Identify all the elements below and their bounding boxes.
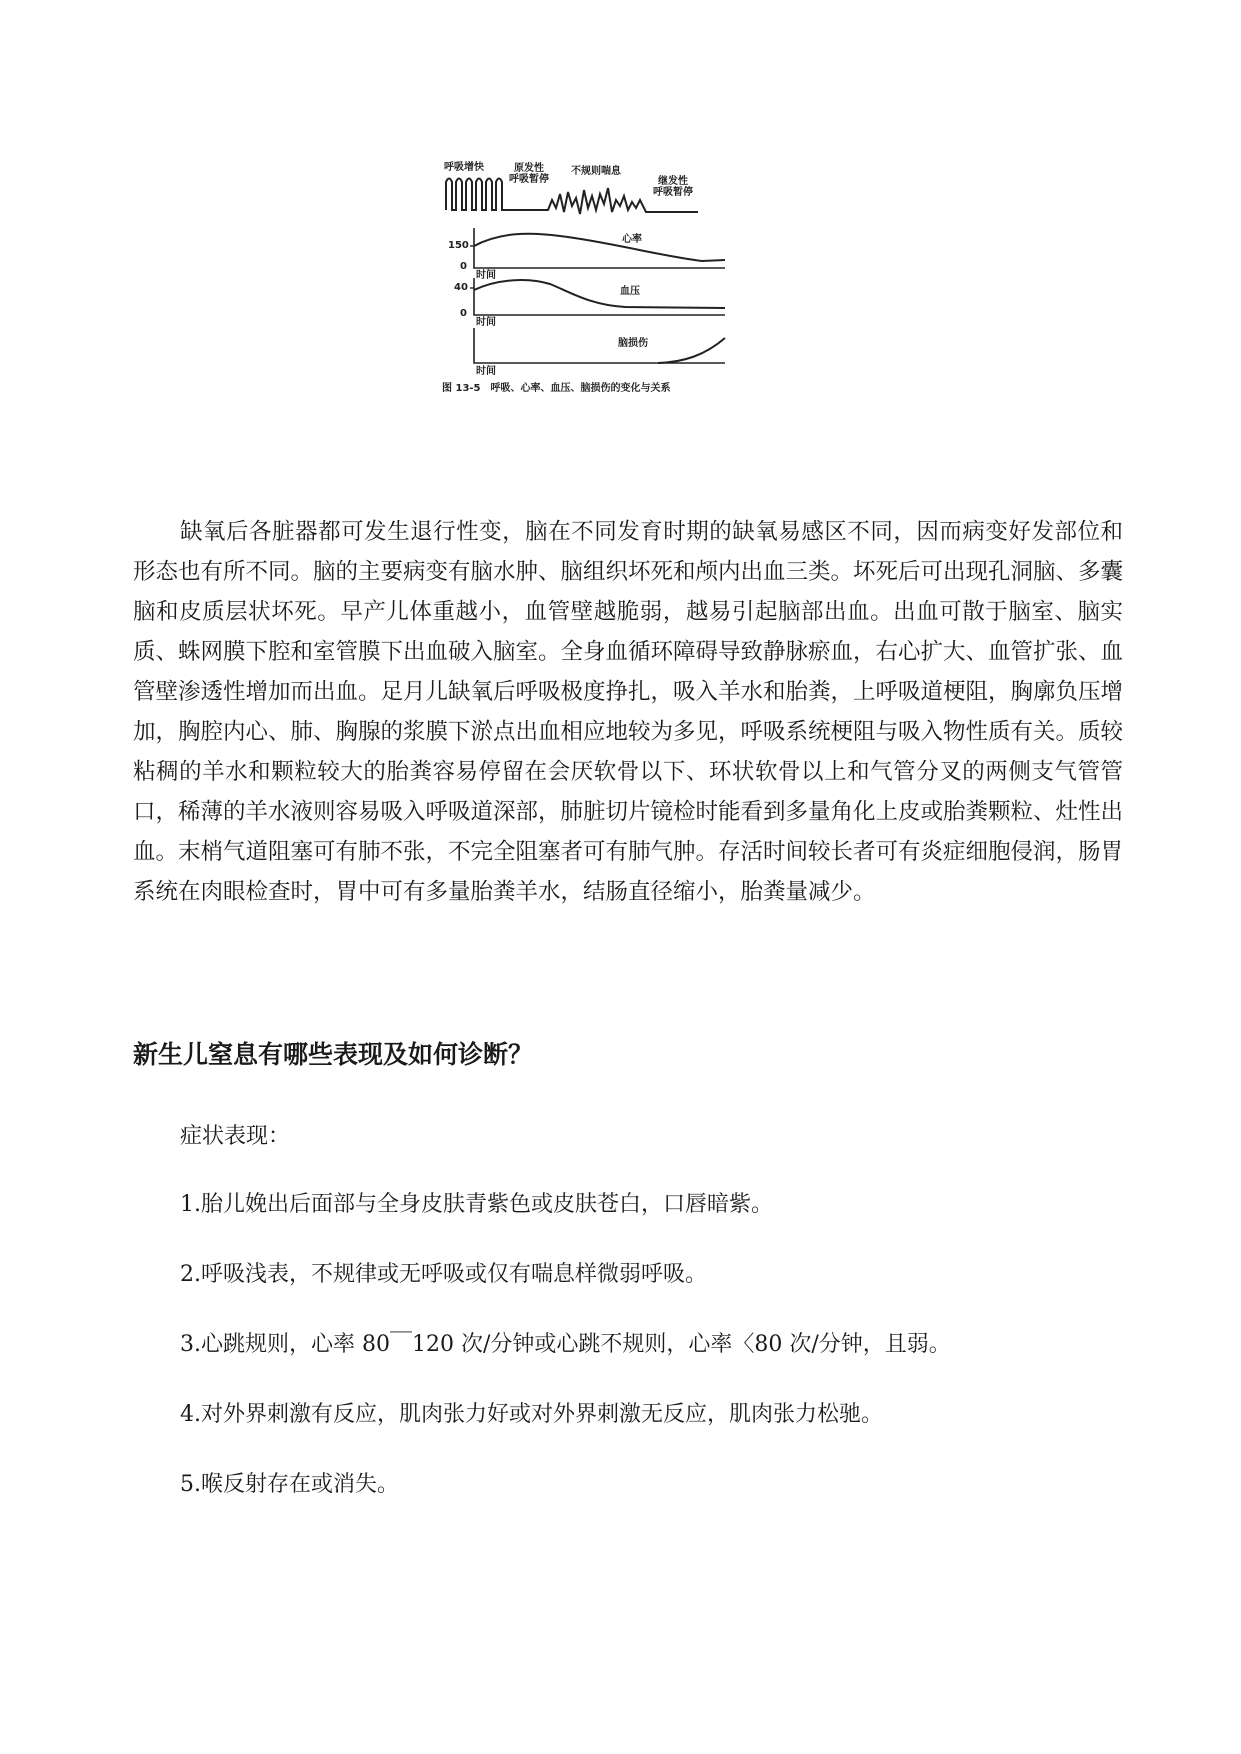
symptom-item-3: 3.心跳规则，心率 80￣120 次/分钟或心跳不规则，心率〈80 次/分钟，且弱。 — [180, 1332, 951, 1357]
symptom-item-2: 2.呼吸浅表，不规律或无呼吸或仅有喘息样微弱呼吸。 — [180, 1262, 707, 1287]
bp-tick-high: 40 — [454, 282, 468, 293]
bp-label: 血压 — [620, 286, 640, 297]
section-heading: 新生儿窒息有哪些表现及如何诊断？ — [133, 1040, 534, 1069]
physiology-figure — [440, 162, 780, 445]
symptom-item-4: 4.对外界刺激有反应，肌肉张力好或对外界刺激无反应，肌肉张力松驰。 — [180, 1402, 883, 1427]
hr-xlabel: 时间 — [476, 270, 496, 281]
hr-label: 心率 — [622, 234, 642, 245]
symptom-item-1: 1.胎儿娩出后面部与全身皮肤青紫色或皮肤苍白，口唇暗紫。 — [180, 1192, 773, 1217]
figure-graphic — [440, 170, 780, 445]
bp-tick-low: 0 — [460, 308, 467, 319]
label-tachypnea: 呼吸增快 — [444, 162, 484, 173]
bp-xlabel: 时间 — [476, 317, 496, 328]
brain-injury-label: 脑损伤 — [618, 338, 648, 349]
label-secondary-apnea: 继发性 呼吸暂停 — [653, 176, 693, 198]
blood-pressure-axes — [474, 278, 725, 315]
blood-pressure-curve — [474, 280, 725, 308]
label-primary-apnea: 原发性 呼吸暂停 — [509, 163, 549, 185]
heart-rate-curve — [474, 234, 725, 261]
symptom-item-5: 5.喉反射存在或消失。 — [180, 1472, 399, 1497]
figure-caption: 图 13-5 呼吸、心率、血压、脑损伤的变化与关系 — [442, 383, 671, 394]
hr-tick-high: 150 — [448, 240, 469, 251]
paragraph-text: 缺氧后各脏器都可发生退行性变，脑在不同发育时期的缺氧易感区不同，因而病变好发部位和形态也有所不同。脑的主要病变有脑水肿、脑组织坏死和颅内出血三类。坏死后可出现孔洞脑、多囊脑和皮质层状坏死。早产儿体重越小，血管壁越脆弱，越易引起脑部出血。出血可散于脑室、脑实质、蛛网膜下腔和室管膜下出血破入脑室。全身血循环障碍导致静脉瘀血，右心扩大、血管扩张、血管壁渗透性增加而出血。足月儿缺氧后呼吸极度挣扎，吸入羊水和胎粪，上呼吸道梗阻，胸廓负压增加，胸腔内心、肺、胸腺的浆膜下淤点出血相应地较为多见，呼吸系统梗阻与吸入物性质有关。质较粘稠的羊水和颗粒较大的胎粪容易停留在会厌软骨以下、环状软骨以上和气管分叉的两侧支气管管口，稀薄的羊水液则容易吸入呼吸道深部，肺脏切片镜检时能看到多量角化上皮或胎粪颗粒、灶性出血。末梢气道阻塞可有肺不张，不完全阻塞者可有肺气肿。存活时间较长者可有炎症细胞侵润，肠胃系统在肉眼检查时，胃中可有多量胎粪羊水，结肠直径缩小，胎粪量减少。 — [133, 519, 1124, 905]
symptoms-title: 症状表现： — [180, 1124, 291, 1149]
brain-xlabel: 时间 — [476, 366, 496, 377]
label-gasping: 不规则喘息 — [571, 166, 621, 177]
body-paragraph — [133, 512, 1123, 912]
brain-injury-curve — [658, 338, 725, 363]
hr-tick-low: 0 — [460, 261, 467, 272]
